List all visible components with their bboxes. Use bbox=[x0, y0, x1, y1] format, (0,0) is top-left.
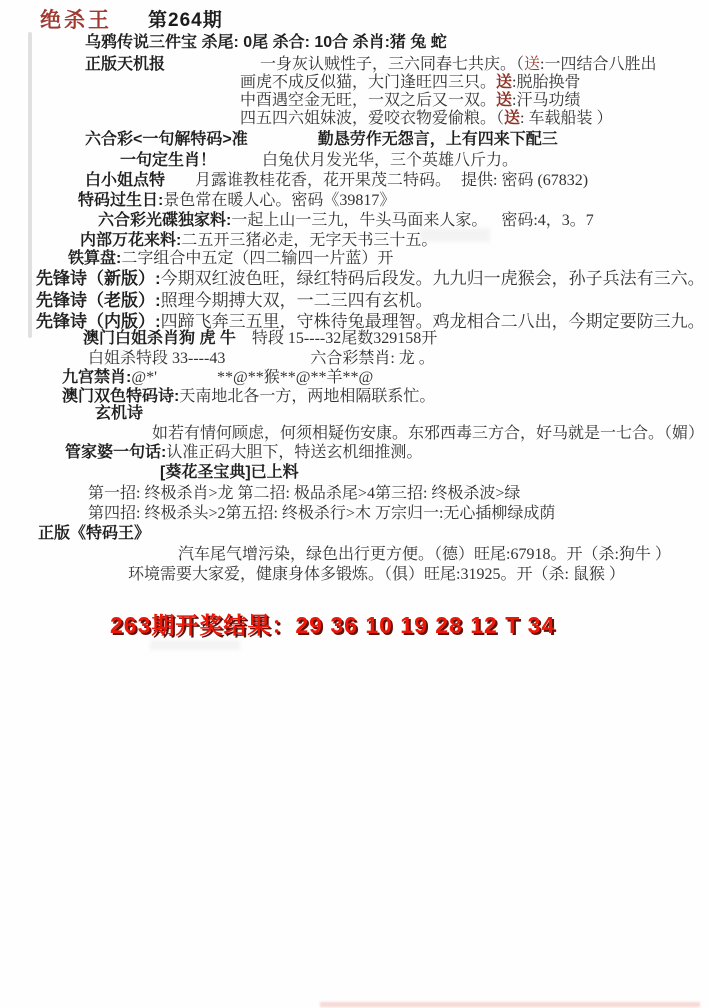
macau-two-color-line bbox=[62, 388, 435, 406]
tianji-report-line-3 bbox=[240, 92, 580, 110]
kill-segment-line bbox=[88, 350, 435, 368]
text-segment: 汽车尾气增污染，绿色出行更方便。（德）旺尾:67918。开（杀:狗牛 ） bbox=[178, 546, 671, 563]
mystery-poem-title bbox=[95, 405, 143, 423]
text-segment: 澳门白姐杀肖 bbox=[83, 330, 180, 347]
text-segment: :脱胎换骨 bbox=[512, 74, 581, 91]
text-segment: 铁算盘: bbox=[68, 250, 122, 267]
text-segment: : 车载船装 ） bbox=[520, 110, 613, 127]
text-segment: 提供: 密码 (67832) bbox=[461, 172, 589, 189]
text-segment: 照理今期搏大双，一二三四有玄机。 bbox=[160, 291, 433, 310]
text-segment: 正版天机报 bbox=[85, 56, 166, 73]
internal-wanhua-line bbox=[80, 232, 437, 250]
cd-exclusive-line bbox=[98, 212, 594, 230]
text-segment: 六合彩光碟独家料: bbox=[98, 212, 232, 229]
crow-legend-line bbox=[85, 34, 447, 52]
text-segment: 月露谁教桂花香，花开果茂二特码。 bbox=[195, 172, 452, 189]
text-segment: 玄机诗 bbox=[95, 405, 144, 422]
text-segment: **@**猴**@**羊**@ bbox=[216, 369, 374, 386]
text-segment: 二五开三猪必走，无字天书三十五。 bbox=[181, 232, 438, 249]
move-4-5-line bbox=[88, 505, 555, 523]
special-king-line-2 bbox=[128, 566, 625, 584]
iron-abacus-line bbox=[68, 250, 393, 268]
pioneer-poem-new-line bbox=[36, 269, 705, 288]
text-segment: 第四招: 终极杀头>2第五招: 终极杀行>木 万宗归一:无心插柳绿成荫 bbox=[88, 505, 556, 522]
text-segment: 送 bbox=[504, 110, 521, 127]
text-segment: 白姐杀特段 33----43 bbox=[88, 350, 226, 367]
text-segment: 送 bbox=[524, 56, 541, 73]
one-sentence-special-line bbox=[85, 131, 558, 149]
text-segment: 勤恳劳作无怨言，上有四来下配三 bbox=[317, 131, 558, 148]
text-segment: 景色常在暖人心。密码《39817》 bbox=[163, 192, 396, 209]
special-birthday-line bbox=[78, 192, 395, 210]
text-segment: 送 bbox=[496, 74, 513, 91]
scan-artifact-bottom-smear bbox=[320, 1002, 700, 1007]
text-segment: 四蹄飞奔三五里，守株待兔最理智。鸡龙相合二八出，今期定要防三九。 bbox=[160, 312, 705, 331]
issue-number: 第264期 bbox=[148, 10, 223, 31]
text-segment: 六合彩<一句解特码>准 bbox=[85, 131, 248, 148]
text-segment: 一身灰认贼性子，三六同春七共庆。（ bbox=[260, 56, 525, 73]
text-segment: 先锋诗（老版）: bbox=[36, 291, 161, 310]
text-segment: 送 bbox=[496, 92, 513, 109]
text-segment: 四五四六姐妹波，爱咬衣物爱偷粮。（ bbox=[240, 110, 505, 127]
text-segment: 先锋诗（内版）: bbox=[36, 312, 161, 331]
scan-artifact-left-edge bbox=[28, 32, 32, 338]
text-segment: 中酉遇空金无旺，一双之后又一双。 bbox=[240, 92, 497, 109]
text-segment: :汗马功绩 bbox=[512, 92, 581, 109]
text-segment: 白兔伏月发光华，三个英雄八斤力。 bbox=[262, 152, 519, 169]
special-king-line-1 bbox=[178, 546, 671, 564]
text-segment: 六合彩禁肖: 龙 。 bbox=[310, 350, 435, 367]
nine-palace-ban-line bbox=[62, 369, 373, 387]
text-segment: 先锋诗（新版）: bbox=[36, 269, 161, 288]
text-segment: 狗 虎 牛 bbox=[179, 330, 236, 347]
previous-draw-result: 263期开奖结果：29 36 10 19 28 12 T 34 bbox=[110, 612, 556, 638]
text-segment: 密码:4，3。7 bbox=[501, 212, 594, 229]
move-1-2-3-line bbox=[88, 485, 520, 503]
text-segment: [葵花圣宝典]已上料 bbox=[160, 464, 299, 481]
one-sentence-zodiac-line bbox=[120, 152, 518, 170]
housekeeper-line bbox=[65, 444, 422, 462]
text-segment: 乌鸦传说三件宝 杀尾: 0尾 杀合: 10合 杀肖:猪 兔 蛇 bbox=[85, 34, 447, 51]
text-segment: 一句定生肖！ bbox=[120, 152, 217, 169]
text-segment: 如若有情何顾虑，何须相疑伤安康。东邪西毒三方合，好马就是一七合。（媚） bbox=[152, 425, 705, 442]
text-segment: 白小姐点特 bbox=[85, 172, 166, 189]
text-segment: 二字组合中五定（四二输四一片蓝）开 bbox=[121, 250, 394, 267]
tianji-report-line-4 bbox=[240, 110, 612, 128]
text-segment: 正版《特码王》 bbox=[38, 525, 151, 542]
text-segment: 一起上山一三九，牛头马面来人家。 bbox=[231, 212, 488, 229]
text-segment: 画虎不成反似猫，大门逢旺四三只。 bbox=[240, 74, 497, 91]
text-segment: 内部万花来料: bbox=[80, 232, 182, 249]
mystery-poem-line bbox=[152, 425, 704, 443]
text-segment: @*' bbox=[131, 369, 157, 386]
pioneer-poem-inner-line bbox=[36, 312, 705, 331]
tianji-report-line-2 bbox=[240, 74, 580, 92]
text-segment: 特段 15----32尾数329158开 bbox=[251, 330, 438, 347]
text-segment: 认准正码大胆下，特送玄机细推测。 bbox=[166, 444, 423, 461]
text-segment: 第一招: 终极杀肖>龙 第二招: 极品杀尾>4第三招: 终极杀波>绿 bbox=[88, 485, 521, 502]
text-segment: 管家婆一句话: bbox=[65, 444, 167, 461]
text-segment: :一四结合八胜出 bbox=[540, 56, 657, 73]
special-king-title bbox=[38, 525, 150, 543]
pioneer-poem-old-line bbox=[36, 291, 433, 310]
text-segment: 九宫禁肖: bbox=[62, 369, 132, 386]
white-lady-line bbox=[85, 172, 588, 190]
publication-title: 绝杀王 bbox=[40, 9, 112, 32]
tianji-report-line-1 bbox=[85, 56, 657, 74]
text-segment: 澳门双色特码诗: bbox=[62, 388, 180, 405]
text-segment: 环境需要大家爱，健康身体多锻炼。（俱）旺尾:31925。开（杀: 鼠猴 ） bbox=[128, 566, 625, 583]
scan-artifact-blotch bbox=[150, 640, 240, 650]
sunflower-treasure-line bbox=[160, 464, 299, 482]
text-segment: 天南地北各一方，两地相隔联系忙。 bbox=[179, 388, 436, 405]
text-segment: 特码过生日: bbox=[78, 192, 164, 209]
text-segment: 今期双红波色旺，绿红特码后段发。九九归一虎猴会，孙子兵法有三六。 bbox=[160, 269, 705, 288]
macau-kill-zodiac-line bbox=[83, 330, 437, 348]
